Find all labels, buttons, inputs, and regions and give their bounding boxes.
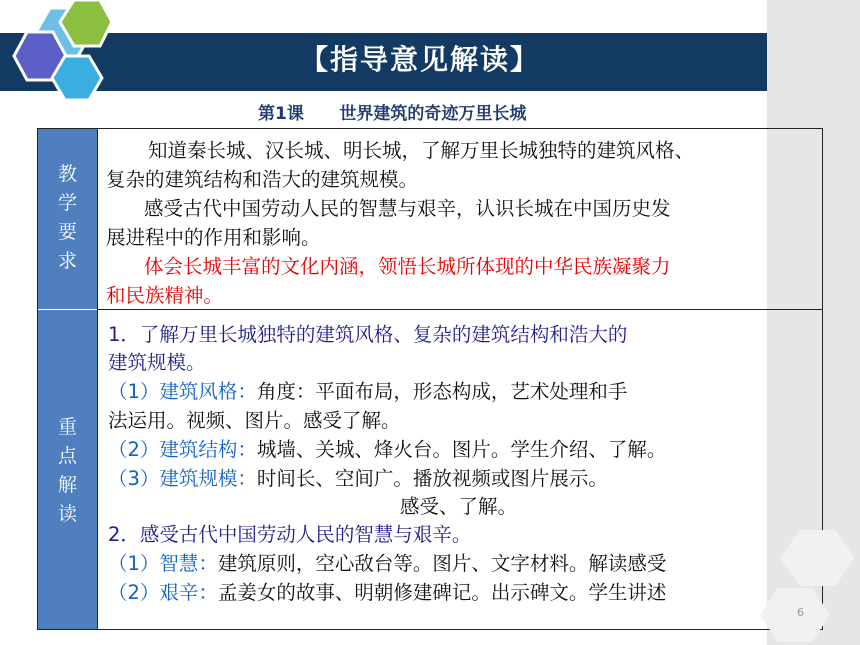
requirement-line: 感受古代中国劳动人民的智慧与艰辛，认识长城在中国历史发 — [144, 197, 671, 220]
corner-hexagon-icon — [760, 530, 860, 645]
hardship-term: （2）艰辛： — [108, 581, 218, 604]
requirement-line: 知道秦长城、汉长城、明长城，了解万里长城独特的建筑风格、 — [148, 139, 695, 162]
key-point-2: 2．感受古代中国劳动人民的智慧与艰辛。 — [108, 523, 472, 546]
scale-term: （3）建筑规模： — [108, 467, 257, 490]
hexagon-decoration-icon — [0, 0, 110, 110]
page-number: 6 — [797, 606, 804, 619]
style-text-cont: 法运用。视频、图片。感受了解。 — [108, 409, 401, 432]
key-point-1: 1．了解万里长城独特的建筑风格、复杂的建筑结构和浩大的 — [108, 323, 628, 346]
page-title: 【指导意见解读】 — [300, 43, 541, 76]
style-item — [108, 377, 627, 406]
column-divider — [97, 129, 98, 629]
wisdom-text: 建筑原则，空心敌台等。图片、文字材料。解读感受 — [217, 552, 667, 575]
scale-item — [108, 464, 608, 493]
hardship-item — [108, 578, 666, 607]
wisdom-item — [108, 549, 666, 578]
requirement-highlight-line: 体会长城丰富的文化内涵，领悟长城所体现的中华民族凝聚力 — [144, 255, 671, 278]
requirement-line: 展进程中的作用和影响。 — [106, 226, 321, 249]
scale-text-cont: 感受、了解。 — [400, 495, 518, 518]
structure-item — [108, 435, 666, 464]
requirement-highlight-line: 和民族精神。 — [106, 284, 224, 307]
key-point-1-cont: 建筑规模。 — [108, 351, 206, 374]
row-label-requirements: 教 学 要 求 — [57, 163, 77, 272]
style-term: （1）建筑风格： — [108, 380, 257, 403]
row-label-key-points: 重 点 解 读 — [57, 416, 77, 525]
scale-text: 时间长、空间广。播放视频或图片展示。 — [256, 467, 608, 490]
wisdom-term: （1）智慧： — [108, 552, 218, 575]
structure-text: 城墙、关城、烽火台。图片。学生介绍、了解。 — [256, 438, 667, 461]
lesson-subtitle: 第1课 世界建筑的奇迹万里长城 — [258, 104, 527, 124]
structure-term: （2）建筑结构： — [108, 438, 257, 461]
style-text: 角度：平面布局，形态构成，艺术处理和手 — [256, 380, 628, 403]
requirement-line: 复杂的建筑结构和浩大的建筑规模。 — [106, 168, 419, 191]
hardship-text: 孟姜女的故事、明朝修建碑记。出示碑文。学生讲述 — [217, 581, 667, 604]
